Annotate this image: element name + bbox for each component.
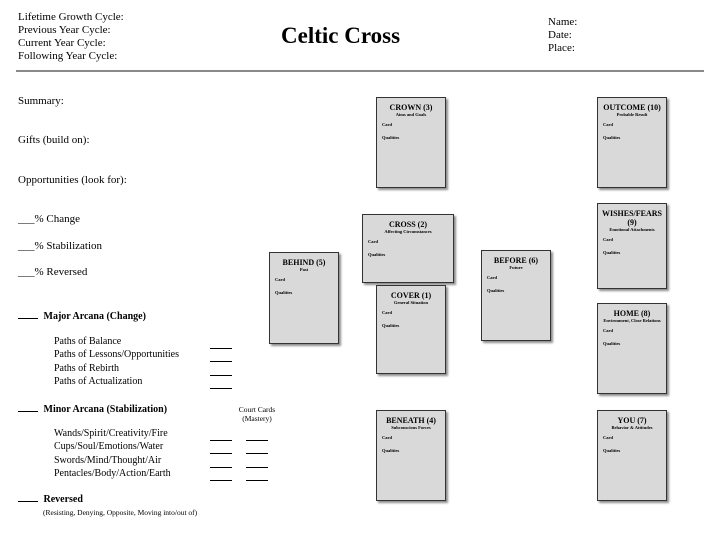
card-field-card: Card	[603, 236, 613, 242]
path-actualization: Paths of Actualization	[54, 375, 143, 387]
blank-line	[210, 380, 232, 389]
card-cross[interactable]	[362, 214, 454, 283]
minor-suits-list	[54, 428, 171, 481]
card-you[interactable]	[597, 410, 667, 501]
card-title: COVER (1)	[390, 291, 432, 300]
minor-arcana-label: Minor Arcana (Stabilization)	[43, 404, 168, 415]
card-field-card: Card	[275, 276, 285, 282]
reversed-pct: ___% Reversed	[18, 266, 88, 278]
change-pct: ___% Change	[18, 213, 81, 225]
blank-line	[210, 445, 232, 454]
card-subtitle: Past	[299, 267, 309, 272]
major-blanks	[210, 336, 232, 389]
blank-line	[246, 432, 268, 441]
card-title: YOU (7)	[617, 416, 647, 425]
page-title: Celtic Cross	[281, 23, 401, 48]
name-label: Name:	[548, 16, 578, 28]
blank-line	[210, 472, 232, 481]
card-field-qualities: Qualities	[603, 447, 621, 453]
minor-arcana-heading	[18, 403, 167, 416]
cycle-list	[18, 11, 124, 63]
card-field-qualities: Qualities	[382, 447, 400, 453]
card-title: OUTCOME (10)	[603, 103, 661, 112]
major-paths-list	[54, 336, 179, 389]
path-balance: Paths of Balance	[54, 336, 122, 347]
card-field-qualities: Qualities	[603, 249, 621, 255]
court-cards-header	[232, 405, 282, 423]
cycle-lifetime: Lifetime Growth Cycle:	[18, 11, 124, 23]
card-title: CROWN (3)	[389, 103, 433, 112]
blank-line	[246, 459, 268, 468]
card-subtitle: Environment, Close Relations	[603, 318, 661, 323]
major-arcana-label: Major Arcana (Change)	[43, 311, 146, 322]
card-cover[interactable]	[376, 285, 446, 374]
reversed-heading	[18, 493, 83, 506]
reversed-blank	[18, 493, 38, 502]
card-title: BENEATH (4)	[386, 416, 436, 425]
card-field-qualities: Qualities	[382, 322, 400, 328]
card-field-card: Card	[382, 309, 392, 315]
card-title: BEFORE (6)	[493, 256, 539, 265]
card-field-card: Card	[487, 274, 497, 280]
card-field-qualities: Qualities	[382, 134, 400, 140]
card-home[interactable]	[597, 303, 667, 394]
card-field-qualities: Qualities	[603, 340, 621, 346]
cycle-current: Current Year Cycle:	[18, 37, 106, 49]
card-field-qualities: Qualities	[487, 287, 505, 293]
blank-line	[246, 472, 268, 481]
card-field-qualities: Qualities	[368, 251, 386, 257]
blank-line	[246, 445, 268, 454]
card-field-card: Card	[368, 238, 378, 244]
cycle-previous: Previous Year Cycle:	[18, 24, 111, 36]
card-subtitle: Aims and Goals	[395, 112, 427, 117]
suit-pentacles: Pentacles/Body/Action/Earth	[54, 467, 171, 479]
minor-blank	[18, 403, 38, 412]
card-field-card: Card	[603, 121, 613, 127]
card-field-card: Card	[603, 434, 613, 440]
card-title: HOME (8)	[613, 309, 651, 318]
card-subtitle: Future	[509, 265, 523, 270]
header-divider	[16, 70, 704, 72]
card-subtitle: Probable Result	[616, 112, 648, 117]
blank-line	[210, 353, 232, 362]
date-label: Date:	[548, 29, 572, 41]
blank-line	[210, 459, 232, 468]
card-title: BEHIND (5)	[282, 258, 326, 267]
card-subtitle: General Situation	[393, 300, 429, 305]
major-arcana-heading	[18, 310, 146, 323]
minor-blanks	[210, 428, 268, 481]
card-title: WISHES/FEARS (9)	[601, 209, 663, 227]
card-field-qualities: Qualities	[275, 289, 293, 295]
card-subtitle: Subconscious Forces	[391, 425, 431, 430]
card-subtitle: Behavior & Attitudes	[611, 425, 653, 430]
blank-line	[210, 432, 232, 441]
cycle-following: Following Year Cycle:	[18, 50, 118, 62]
card-subtitle: Affecting Circumstances	[384, 229, 432, 234]
card-beneath[interactable]	[376, 410, 446, 501]
card-field-card: Card	[603, 327, 613, 333]
stabilization-pct: ___% Stabilization	[18, 240, 103, 252]
card-outcome[interactable]	[597, 97, 667, 188]
path-lessons: Paths of Lessons/Opportunities	[54, 349, 179, 361]
card-field-card: Card	[382, 121, 392, 127]
blank-line	[210, 367, 232, 376]
card-crown[interactable]	[376, 97, 446, 188]
suit-swords: Swords/Mind/Thought/Air	[54, 454, 162, 466]
blank-line	[210, 340, 232, 349]
path-rebirth: Paths of Rebirth	[54, 362, 119, 374]
suit-cups: Cups/Soul/Emotions/Water	[54, 441, 164, 453]
card-behind[interactable]	[269, 252, 339, 344]
summary-label: Summary:	[18, 95, 64, 107]
card-wishes-fears[interactable]	[597, 203, 667, 289]
card-title: CROSS (2)	[388, 220, 427, 229]
court-cards-label: Court Cards	[238, 405, 276, 414]
card-field-card: Card	[382, 434, 392, 440]
major-blank	[18, 310, 38, 319]
place-label: Place:	[548, 42, 575, 54]
meta-fields	[548, 16, 577, 55]
reversed-sub: (Resisting, Denying, Opposite, Moving into/out of)	[43, 508, 198, 517]
suit-wands: Wands/Spirit/Creativity/Fire	[54, 428, 168, 439]
reversed-label: Reversed	[43, 494, 83, 505]
gifts-label: Gifts (build on):	[18, 134, 90, 146]
card-subtitle: Emotional Attachments	[609, 227, 655, 232]
card-field-qualities: Qualities	[603, 134, 621, 140]
court-cards-sub: (Mastery)	[242, 414, 272, 423]
opportunities-label: Opportunities (look for):	[18, 174, 127, 186]
card-before[interactable]	[481, 250, 551, 341]
